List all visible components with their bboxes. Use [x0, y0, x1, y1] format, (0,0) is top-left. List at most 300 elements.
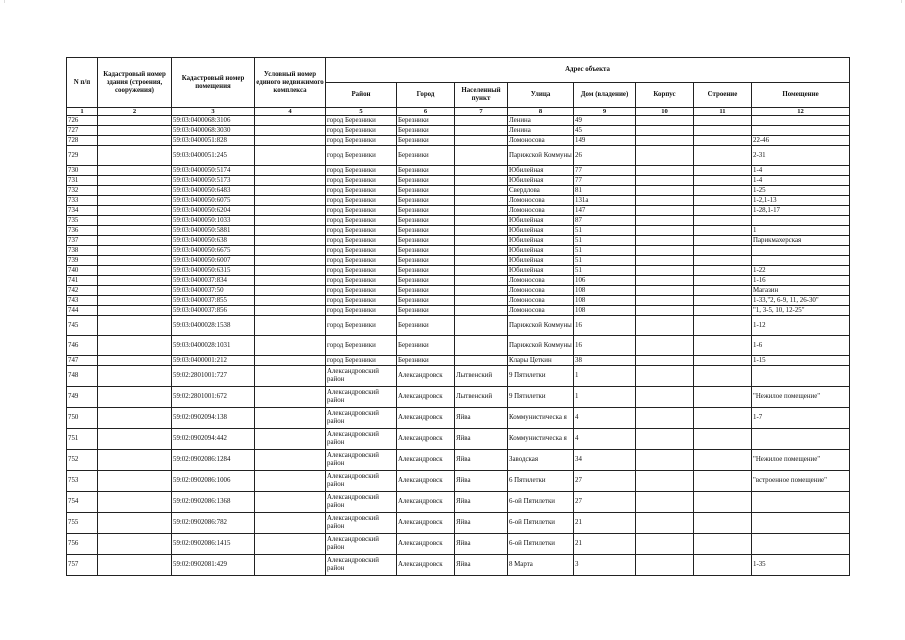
col-header-n: N п/п [67, 58, 98, 108]
cell-stroenie [694, 246, 752, 256]
cell-city: Березники [397, 226, 455, 236]
cell-cad-building [98, 408, 172, 429]
cell-street: Ломоносова [508, 206, 574, 216]
table-row [67, 336, 850, 356]
cell-city: Березники [397, 136, 455, 146]
table-row [67, 492, 850, 513]
cell-house: 27 [574, 471, 636, 492]
cell-district: Александровский район [326, 408, 397, 429]
cell-city: Александровск [397, 408, 455, 429]
cell-cad-building [98, 513, 172, 534]
column-number: 7 [455, 108, 508, 116]
cell-stroenie [694, 126, 752, 136]
cell-cad-room: 59:02:0902094:442 [172, 429, 255, 450]
cell-cad-building [98, 236, 172, 246]
cell-cad-building [98, 186, 172, 196]
cell-korpus [636, 116, 694, 126]
cell-room: 1-2,1-13 [752, 196, 850, 206]
cell-cad-room: 59:03:0400050:6075 [172, 196, 255, 206]
cell-number: 728 [67, 136, 98, 146]
cell-cad-building [98, 366, 172, 387]
cell-street: Ломоносова [508, 276, 574, 286]
cell-cad-building [98, 336, 172, 356]
cell-stroenie [694, 296, 752, 306]
cell-settlement: Яйва [455, 555, 508, 576]
cell-cad-room: 59:03:0400068:3030 [172, 126, 255, 136]
cell-cad-building [98, 146, 172, 166]
cell-city: Александровск [397, 450, 455, 471]
cell-number: 755 [67, 513, 98, 534]
cell-settlement [455, 276, 508, 286]
cell-settlement [455, 146, 508, 166]
cell-room: 1-4 [752, 176, 850, 186]
cell-number: 726 [67, 116, 98, 126]
cell-korpus [636, 206, 694, 216]
cell-cad-room: 59:03:0400068:3106 [172, 116, 255, 126]
cell-cad-room: 59:02:2801001:672 [172, 387, 255, 408]
cell-cond-num [255, 236, 326, 246]
cell-house: 51 [574, 236, 636, 246]
cell-house: 51 [574, 266, 636, 276]
table-row [67, 136, 850, 146]
cell-cond-num [255, 216, 326, 226]
cell-number: 754 [67, 492, 98, 513]
cell-city: Березники [397, 256, 455, 266]
cell-house: 3 [574, 555, 636, 576]
cell-korpus [636, 296, 694, 306]
table-row [67, 266, 850, 276]
cell-city: Березники [397, 216, 455, 226]
table-row [67, 196, 850, 206]
cell-korpus [636, 146, 694, 166]
cell-cond-num [255, 226, 326, 236]
cell-cond-num [255, 450, 326, 471]
cell-korpus [636, 236, 694, 246]
cell-cad-room: 59:03:0400037:855 [172, 296, 255, 306]
cell-number: 756 [67, 534, 98, 555]
cell-street: Ломоносова [508, 136, 574, 146]
cell-district: город Березники [326, 286, 397, 296]
col-header-address: Адрес объекта [326, 58, 850, 83]
cell-city: Березники [397, 356, 455, 366]
table-row [67, 166, 850, 176]
cell-stroenie [694, 276, 752, 286]
col-header-city: Город [397, 83, 455, 108]
table-row [67, 356, 850, 366]
table-row [67, 296, 850, 306]
column-number: 3 [172, 108, 255, 116]
cell-house: 1 [574, 387, 636, 408]
cell-city: Березники [397, 166, 455, 176]
cell-city: Березники [397, 196, 455, 206]
table-row [67, 366, 850, 387]
cell-district: город Березники [326, 246, 397, 256]
cell-number: 740 [67, 266, 98, 276]
cell-stroenie [694, 513, 752, 534]
cell-cad-room: 59:03:0400050:5173 [172, 176, 255, 186]
cell-settlement [455, 246, 508, 256]
cell-district: город Березники [326, 336, 397, 356]
cell-street: 6-ой Пятилетки [508, 513, 574, 534]
cell-number: 753 [67, 471, 98, 492]
cell-number: 744 [67, 306, 98, 316]
cell-street: Юбилейная [508, 236, 574, 246]
cell-korpus [636, 408, 694, 429]
cell-house: 34 [574, 450, 636, 471]
cell-district: город Березники [326, 276, 397, 286]
table-row [67, 246, 850, 256]
cell-house: 149 [574, 136, 636, 146]
cell-stroenie [694, 492, 752, 513]
cell-house: 81 [574, 186, 636, 196]
cell-district: Александровский район [326, 387, 397, 408]
column-number: 10 [636, 108, 694, 116]
cell-house: 51 [574, 256, 636, 266]
cell-street: Коммунистическа я [508, 429, 574, 450]
binder-mark [901, 0, 902, 3]
cell-settlement [455, 266, 508, 276]
cell-district: Александровский район [326, 366, 397, 387]
cell-number: 745 [67, 316, 98, 336]
cell-number: 750 [67, 408, 98, 429]
cell-street: Парижской Коммуны [508, 336, 574, 356]
cell-settlement: Яйва [455, 450, 508, 471]
table-row [67, 206, 850, 216]
cell-stroenie [694, 450, 752, 471]
cell-room: 1 [752, 226, 850, 236]
cell-street: 6-ой Пятилетки [508, 492, 574, 513]
cell-city: Александровск [397, 534, 455, 555]
cell-street: 6 Пятилетки [508, 471, 574, 492]
table-row [67, 471, 850, 492]
cell-settlement [455, 166, 508, 176]
cell-room [752, 116, 850, 126]
cell-cond-num [255, 166, 326, 176]
cell-number: 757 [67, 555, 98, 576]
cell-settlement: Яйва [455, 513, 508, 534]
cell-stroenie [694, 176, 752, 186]
cell-korpus [636, 276, 694, 286]
cell-cad-building [98, 450, 172, 471]
cell-street: Свердлова [508, 186, 574, 196]
cell-settlement [455, 136, 508, 146]
cell-cad-room: 59:02:0902086:1006 [172, 471, 255, 492]
cell-street: Юбилейная [508, 176, 574, 186]
cell-cad-room: 59:03:0400050:6675 [172, 246, 255, 256]
cell-cad-room: 59:02:0902086:1368 [172, 492, 255, 513]
cell-house: 27 [574, 492, 636, 513]
cell-korpus [636, 216, 694, 226]
cell-city: Березники [397, 276, 455, 286]
cell-room: 1-22 [752, 266, 850, 276]
cell-number: 741 [67, 276, 98, 286]
cell-city: Александровск [397, 387, 455, 408]
cell-settlement: Лытвенский [455, 366, 508, 387]
cell-house: 4 [574, 408, 636, 429]
cell-stroenie [694, 356, 752, 366]
cell-number: 731 [67, 176, 98, 186]
col-header-korpus: Корпус [636, 83, 694, 108]
cell-room [752, 429, 850, 450]
cell-cad-room: 59:03:0400028:1538 [172, 316, 255, 336]
cell-stroenie [694, 366, 752, 387]
cell-cad-room: 59:03:0400001:212 [172, 356, 255, 366]
cell-city: Березники [397, 286, 455, 296]
table-row [67, 276, 850, 286]
cell-cond-num [255, 126, 326, 136]
cell-stroenie [694, 216, 752, 226]
cell-district: город Березники [326, 196, 397, 206]
cell-number: 738 [67, 246, 98, 256]
cell-house: 87 [574, 216, 636, 226]
cell-city: Березники [397, 126, 455, 136]
cell-cad-room: 59:02:0902081:429 [172, 555, 255, 576]
table-row [67, 306, 850, 316]
cell-house: 4 [574, 429, 636, 450]
cell-city: Александровск [397, 492, 455, 513]
cell-cond-num [255, 206, 326, 216]
cell-room: 1-4 [752, 166, 850, 176]
cell-settlement [455, 126, 508, 136]
table-row [67, 387, 850, 408]
cell-city: Березники [397, 236, 455, 246]
cell-number: 735 [67, 216, 98, 226]
cell-cad-room: 59:03:0400050:6007 [172, 256, 255, 266]
cell-cad-building [98, 116, 172, 126]
cell-stroenie [694, 316, 752, 336]
cell-korpus [636, 492, 694, 513]
cell-number: 732 [67, 186, 98, 196]
cell-district: Александровский район [326, 429, 397, 450]
cell-settlement [455, 336, 508, 356]
cell-number: 749 [67, 387, 98, 408]
cell-cond-num [255, 534, 326, 555]
cell-street: Коммунистическа я [508, 408, 574, 429]
cell-street: Юбилейная [508, 226, 574, 236]
cell-cond-num [255, 266, 326, 276]
cell-city: Александровск [397, 471, 455, 492]
cell-cond-num [255, 256, 326, 266]
cell-cond-num [255, 366, 326, 387]
cell-cad-room: 59:03:0400051:828 [172, 136, 255, 146]
cell-city: Березники [397, 316, 455, 336]
cell-cad-building [98, 316, 172, 336]
cell-room [752, 246, 850, 256]
cell-cad-building [98, 471, 172, 492]
cell-city: Березники [397, 336, 455, 356]
cell-house: 21 [574, 513, 636, 534]
cell-settlement: Яйва [455, 429, 508, 450]
table-row [67, 176, 850, 186]
cell-cond-num [255, 513, 326, 534]
cell-street: Ленина [508, 126, 574, 136]
cell-district: город Березники [326, 116, 397, 126]
cell-korpus [636, 366, 694, 387]
table-row [67, 316, 850, 336]
cell-cond-num [255, 186, 326, 196]
cell-cond-num [255, 176, 326, 186]
cell-korpus [636, 256, 694, 266]
cell-city: Березники [397, 176, 455, 186]
cell-district: город Березники [326, 296, 397, 306]
cell-cond-num [255, 306, 326, 316]
cell-city: Березники [397, 296, 455, 306]
cell-cond-num [255, 296, 326, 306]
cell-korpus [636, 387, 694, 408]
register-table [66, 57, 850, 576]
cell-korpus [636, 555, 694, 576]
cell-number: 730 [67, 166, 98, 176]
cell-settlement [455, 256, 508, 266]
table-row [67, 286, 850, 296]
cell-district: Александровский район [326, 471, 397, 492]
cell-cond-num [255, 246, 326, 256]
cell-stroenie [694, 555, 752, 576]
cell-cad-room: 59:03:0400028:1031 [172, 336, 255, 356]
cell-cad-building [98, 176, 172, 186]
cell-number: 737 [67, 236, 98, 246]
cell-room: 1-12 [752, 316, 850, 336]
table-row [67, 555, 850, 576]
cell-cad-building [98, 166, 172, 176]
cell-house: 77 [574, 166, 636, 176]
cell-district: Александровский район [326, 555, 397, 576]
cell-street: 6-ой Пятилетки [508, 534, 574, 555]
cell-room: 1-6 [752, 336, 850, 356]
cell-street: 9 Пятилетки [508, 366, 574, 387]
cell-settlement [455, 196, 508, 206]
cell-cad-building [98, 296, 172, 306]
cell-room: 1-15 [752, 356, 850, 366]
cell-stroenie [694, 336, 752, 356]
cell-number: 734 [67, 206, 98, 216]
cell-room: 1-35 [752, 555, 850, 576]
cell-cond-num [255, 492, 326, 513]
cell-house: 108 [574, 306, 636, 316]
cell-district: город Березники [326, 226, 397, 236]
cell-korpus [636, 126, 694, 136]
cell-street: Парижской Коммуны [508, 146, 574, 166]
table-row [67, 429, 850, 450]
cell-house: 108 [574, 296, 636, 306]
cell-settlement [455, 286, 508, 296]
cell-stroenie [694, 206, 752, 216]
cell-korpus [636, 196, 694, 206]
cell-settlement: Яйва [455, 534, 508, 555]
cell-cad-building [98, 136, 172, 146]
cell-korpus [636, 450, 694, 471]
cell-house: 21 [574, 534, 636, 555]
cell-cad-room: 59:03:0400051:245 [172, 146, 255, 166]
cell-city: Березники [397, 146, 455, 166]
cell-room: 1-33,"2, 6-9, 11, 26-30" [752, 296, 850, 306]
cell-cad-building [98, 256, 172, 266]
cell-district: город Березники [326, 306, 397, 316]
cell-house: 131а [574, 196, 636, 206]
cell-room: "1, 3-5, 10, 12-25" [752, 306, 850, 316]
cell-room: "Нежилое помещение" [752, 450, 850, 471]
header-row-main [67, 58, 850, 83]
cell-cad-building [98, 276, 172, 286]
col-header-cad-room: Кадастровый номер помещения [172, 58, 255, 108]
cell-city: Березники [397, 116, 455, 126]
cell-number: 752 [67, 450, 98, 471]
cell-cad-room: 59:03:0400037:834 [172, 276, 255, 286]
column-number: 12 [752, 108, 850, 116]
table-row [67, 408, 850, 429]
col-header-cond-num: Условный номер единого недвижимого комплекса [255, 58, 326, 108]
cell-settlement: Яйва [455, 408, 508, 429]
cell-cad-room: 59:03:0400037:856 [172, 306, 255, 316]
column-number: 4 [255, 108, 326, 116]
cell-house: 147 [574, 206, 636, 216]
cell-room: 1-28,1-17 [752, 206, 850, 216]
cell-cad-room: 59:02:0902086:782 [172, 513, 255, 534]
cell-room: 22-46 [752, 136, 850, 146]
cell-district: город Березники [326, 146, 397, 166]
col-header-house: Дом (владение) [574, 83, 636, 108]
cell-district: город Березники [326, 316, 397, 336]
cell-cond-num [255, 429, 326, 450]
cell-street: Юбилейная [508, 266, 574, 276]
cell-cad-room: 59:03:0400050:6204 [172, 206, 255, 216]
cell-settlement: Яйва [455, 471, 508, 492]
cell-room: 1-16 [752, 276, 850, 286]
col-header-settlement: Населенный пункт [455, 83, 508, 108]
cell-korpus [636, 429, 694, 450]
cell-number: 733 [67, 196, 98, 206]
cell-street: Юбилейная [508, 216, 574, 226]
cell-korpus [636, 356, 694, 366]
cell-house: 1 [574, 366, 636, 387]
cell-street: Клары Цеткин [508, 356, 574, 366]
cell-district: город Березники [326, 266, 397, 276]
cell-house: 16 [574, 336, 636, 356]
cell-street: 9 Пятилетки [508, 387, 574, 408]
cell-room: 1-25 [752, 186, 850, 196]
cell-cad-building [98, 555, 172, 576]
cell-cad-building [98, 286, 172, 296]
table-row [67, 116, 850, 126]
cell-cond-num [255, 196, 326, 206]
table-row [67, 126, 850, 136]
cell-stroenie [694, 236, 752, 246]
cell-district: город Березники [326, 136, 397, 146]
cell-number: 729 [67, 146, 98, 166]
cell-settlement [455, 356, 508, 366]
cell-number: 727 [67, 126, 98, 136]
cell-street: Заводская [508, 450, 574, 471]
cell-cad-building [98, 206, 172, 216]
cell-settlement [455, 236, 508, 246]
cell-room: Магазин [752, 286, 850, 296]
cell-cond-num [255, 356, 326, 366]
column-number: 11 [694, 108, 752, 116]
cell-street: Ломоносова [508, 286, 574, 296]
cell-cad-room: 59:03:0400050:5881 [172, 226, 255, 236]
cell-korpus [636, 136, 694, 146]
column-number: 2 [98, 108, 172, 116]
table-row [67, 236, 850, 246]
cell-cond-num [255, 116, 326, 126]
cell-cad-building [98, 266, 172, 276]
cell-number: 748 [67, 366, 98, 387]
cell-room [752, 126, 850, 136]
cell-district: Александровский район [326, 534, 397, 555]
cell-street: Парижской Коммуны [508, 316, 574, 336]
cell-stroenie [694, 387, 752, 408]
cell-settlement [455, 226, 508, 236]
